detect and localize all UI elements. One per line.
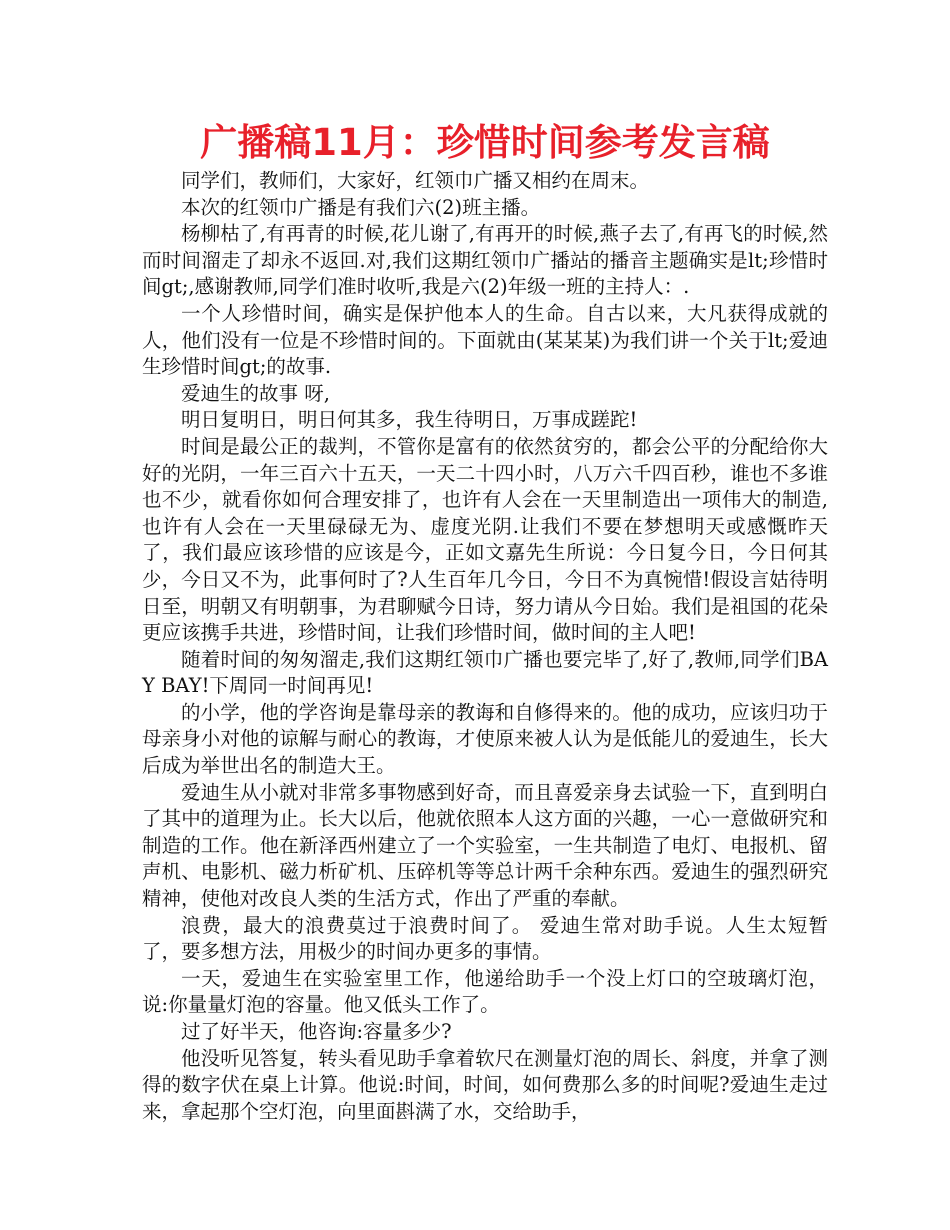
- paragraph: 他没听见答复，转头看见助手拿着软尺在测量灯泡的周长、斜度，并拿了测得的数字伏在桌上计算。他说:时间，时间，如何费那么多的时间呢?爱迪生走过来，拿起那个空灯泡，向里面斟满了水，交给助手，: [142, 1046, 828, 1123]
- paragraph: 一个人珍惜时间，确实是保护他本人的生命。自古以来，大凡获得成就的人，他们没有一位是不珍惜时间的。下面就由(某某某)为我们讲一个关于lt;爱迪生珍惜时间gt;的故事.: [142, 301, 828, 379]
- paragraph: 本次的红领巾广播是有我们六(2)班主播。: [181, 195, 541, 219]
- paragraph: 爱迪生的故事 呀,: [181, 381, 330, 405]
- paragraph: 杨柳枯了,有再青的时候,花儿谢了,有再开的时候,燕子去了,有再飞的时候,然而时间溜走了却永不返回.对,我们这期红领巾广播站的播音主题确实是lt;珍惜时间gt;,感谢教师,同学们准时收听,我是六(2)年级一班的主持人：.: [142, 222, 828, 299]
- paragraph: 的小学，他的学咨询是靠母亲的教诲和自修得来的。他的成功，应该归功于母亲身小对他的谅解与耐心的教诲，才使原来被人认为是低能儿的爱迪生，长大后成为举世出名的制造大王。: [142, 700, 828, 778]
- document-page: [142, 118, 828, 1125]
- paragraph: 明日复明日，明日何其多，我生待明日，万事成蹉跎!: [181, 408, 638, 432]
- paragraph: 一天，爱迪生在实验室里工作，他递给助手一个没上灯口的空玻璃灯泡，说:你量量灯泡的容量。他又低头工作了。: [142, 966, 828, 1017]
- paragraph: 爱迪生从小就对非常多事物感到好奇，而且喜爱亲身去试验一下，直到明白了其中的道理为止。长大以后，他就依照本人这方面的兴趣，一心一意做研究和制造的工作。他在新泽西州建立了一个实验室，一生共制造了电灯、电报机、留声机、电影机、磁力析矿机、压碎机等等总计两千余种东西。爱迪生的强烈研究精神，使他对改良人类的生活方式，作出了严重的奉献。: [142, 780, 828, 911]
- paragraph: 过了好半天，他咨询:容量多少?: [181, 1020, 452, 1043]
- paragraph: 浪费，最大的浪费莫过于浪费时间了。 爱迪生常对助手说。人生太短暂了，要多想方法，用极少的时间办更多的事情。: [142, 913, 828, 964]
- paragraph: 同学们，教师们，大家好，红领巾广播又相约在周末。: [181, 169, 650, 192]
- document-body: [142, 168, 828, 1125]
- document-title: 广播稿11月：珍惜时间参考发言稿: [200, 121, 770, 164]
- paragraph: 随着时间的匆匆溜走,我们这期红领巾广播也要完毕了,好了,教师,同学们BAY BAY!下周同一时间再见!: [142, 647, 828, 698]
- paragraph: 时间是最公正的裁判，不管你是富有的依然贫穷的，都会公平的分配给你大好的光阴，一年三百六十五天，一天二十四小时，八万六千四百秒，谁也不多谁也不少，就看你如何合理安排了，也许有人会在一天里制造出一项伟大的制造,也许有人会在一天里碌碌无为、虚度光阴.让我们不要在梦想明天或感慨昨天了，我们最应该珍惜的应该是今，正如文嘉先生所说：今日复今日，今日何其少，今日又不为，此事何时了?人生百年几今日，今日不为真惋惜!假设言姑待明日至，明朝又有明朝事，为君聊赋今日诗，努力请从今日始。我们是祖国的花朵更应该携手共进，珍惜时间，让我们珍惜时间，做时间的主人吧!: [142, 434, 828, 645]
